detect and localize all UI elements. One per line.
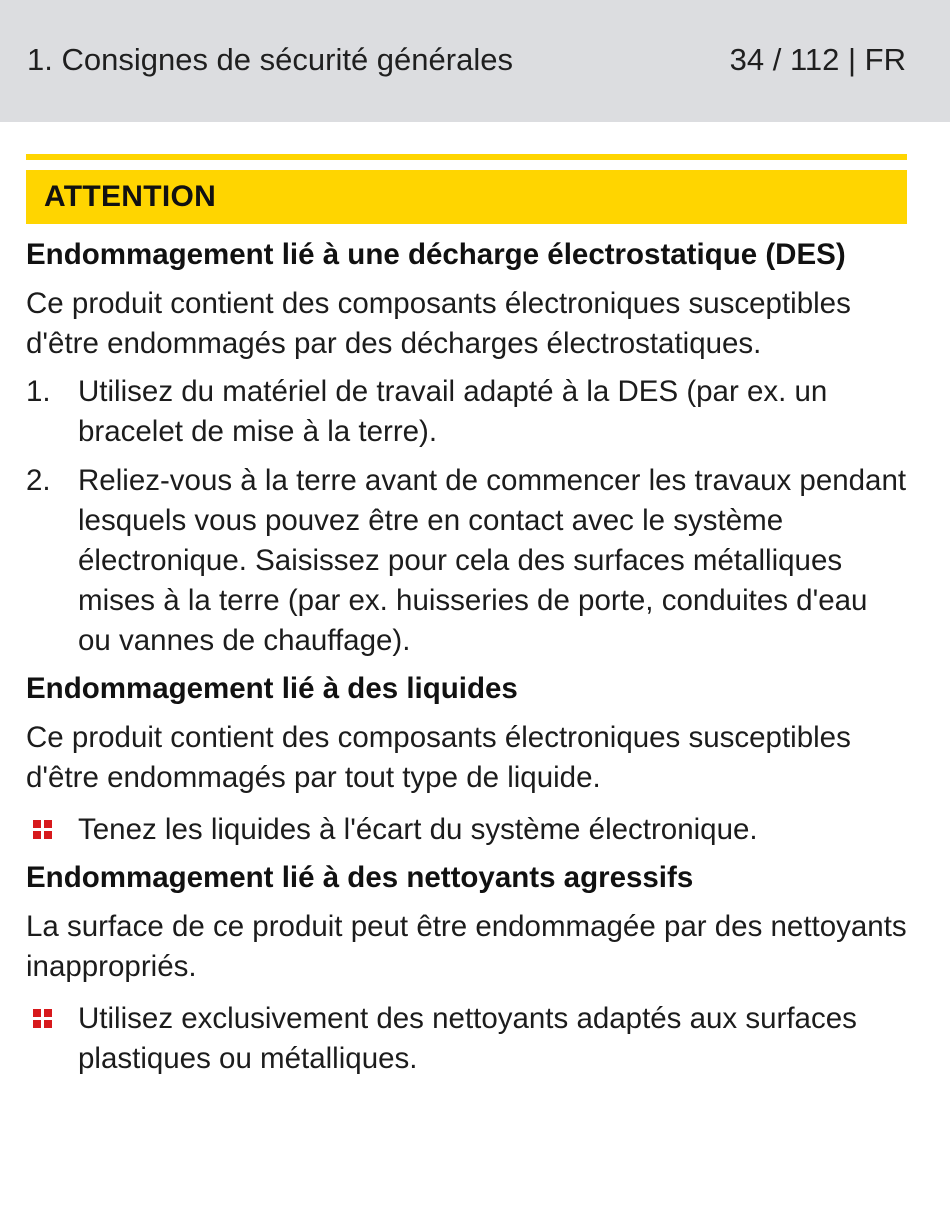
section-title: 1. Consignes de sécurité générales — [27, 42, 513, 77]
esd-paragraph: Ce produit contient des composants électroniques susceptibles d'être endommagés par des décharges électrostatiques. — [26, 287, 851, 360]
red-squares-bullet-icon — [33, 1009, 53, 1029]
esd-step-2 — [26, 461, 907, 661]
instruction-text: Utilisez exclusivement des nettoyants adaptés aux surfaces plastiques ou métalliques. — [78, 1002, 857, 1075]
step-text: Reliez-vous à la terre avant de commencer les travaux pendant lesquels vous pouvez être en contact avec le système électronique. Saisissez pour cela des surfaces métalliques mises à la terre (par ex. huisseries de porte, conduites d'eau ou vannes de chauffage). — [78, 464, 907, 657]
step-number: 1. — [26, 375, 51, 408]
red-squares-bullet-icon — [33, 820, 53, 840]
esd-step-1 — [26, 372, 907, 452]
page-indicator: 34 / 112 | FR — [729, 42, 906, 77]
step-number: 2. — [26, 464, 51, 497]
cleaners-heading: Endommagement lié à des nettoyants agressifs — [26, 861, 694, 894]
instruction-text: Tenez les liquides à l'écart du système électronique. — [78, 813, 758, 846]
attention-label: ATTENTION — [44, 180, 217, 213]
liquids-instruction — [26, 810, 907, 850]
notice-divider — [26, 154, 907, 160]
step-text: Utilisez du matériel de travail adapté à la DES (par ex. un bracelet de mise à la terre). — [78, 375, 828, 448]
liquids-paragraph: Ce produit contient des composants électroniques susceptibles d'être endommagés par tout type de liquide. — [26, 721, 851, 794]
cleaners-paragraph: La surface de ce produit peut être endommagée par des nettoyants inappropriés. — [26, 910, 907, 983]
esd-heading: Endommagement lié à une décharge électrostatique (DES) — [26, 238, 846, 271]
attention-banner — [26, 170, 907, 224]
page-header — [0, 0, 950, 122]
liquids-heading: Endommagement lié à des liquides — [26, 672, 518, 705]
notice-block — [26, 154, 907, 1079]
cleaners-instruction — [26, 999, 907, 1079]
